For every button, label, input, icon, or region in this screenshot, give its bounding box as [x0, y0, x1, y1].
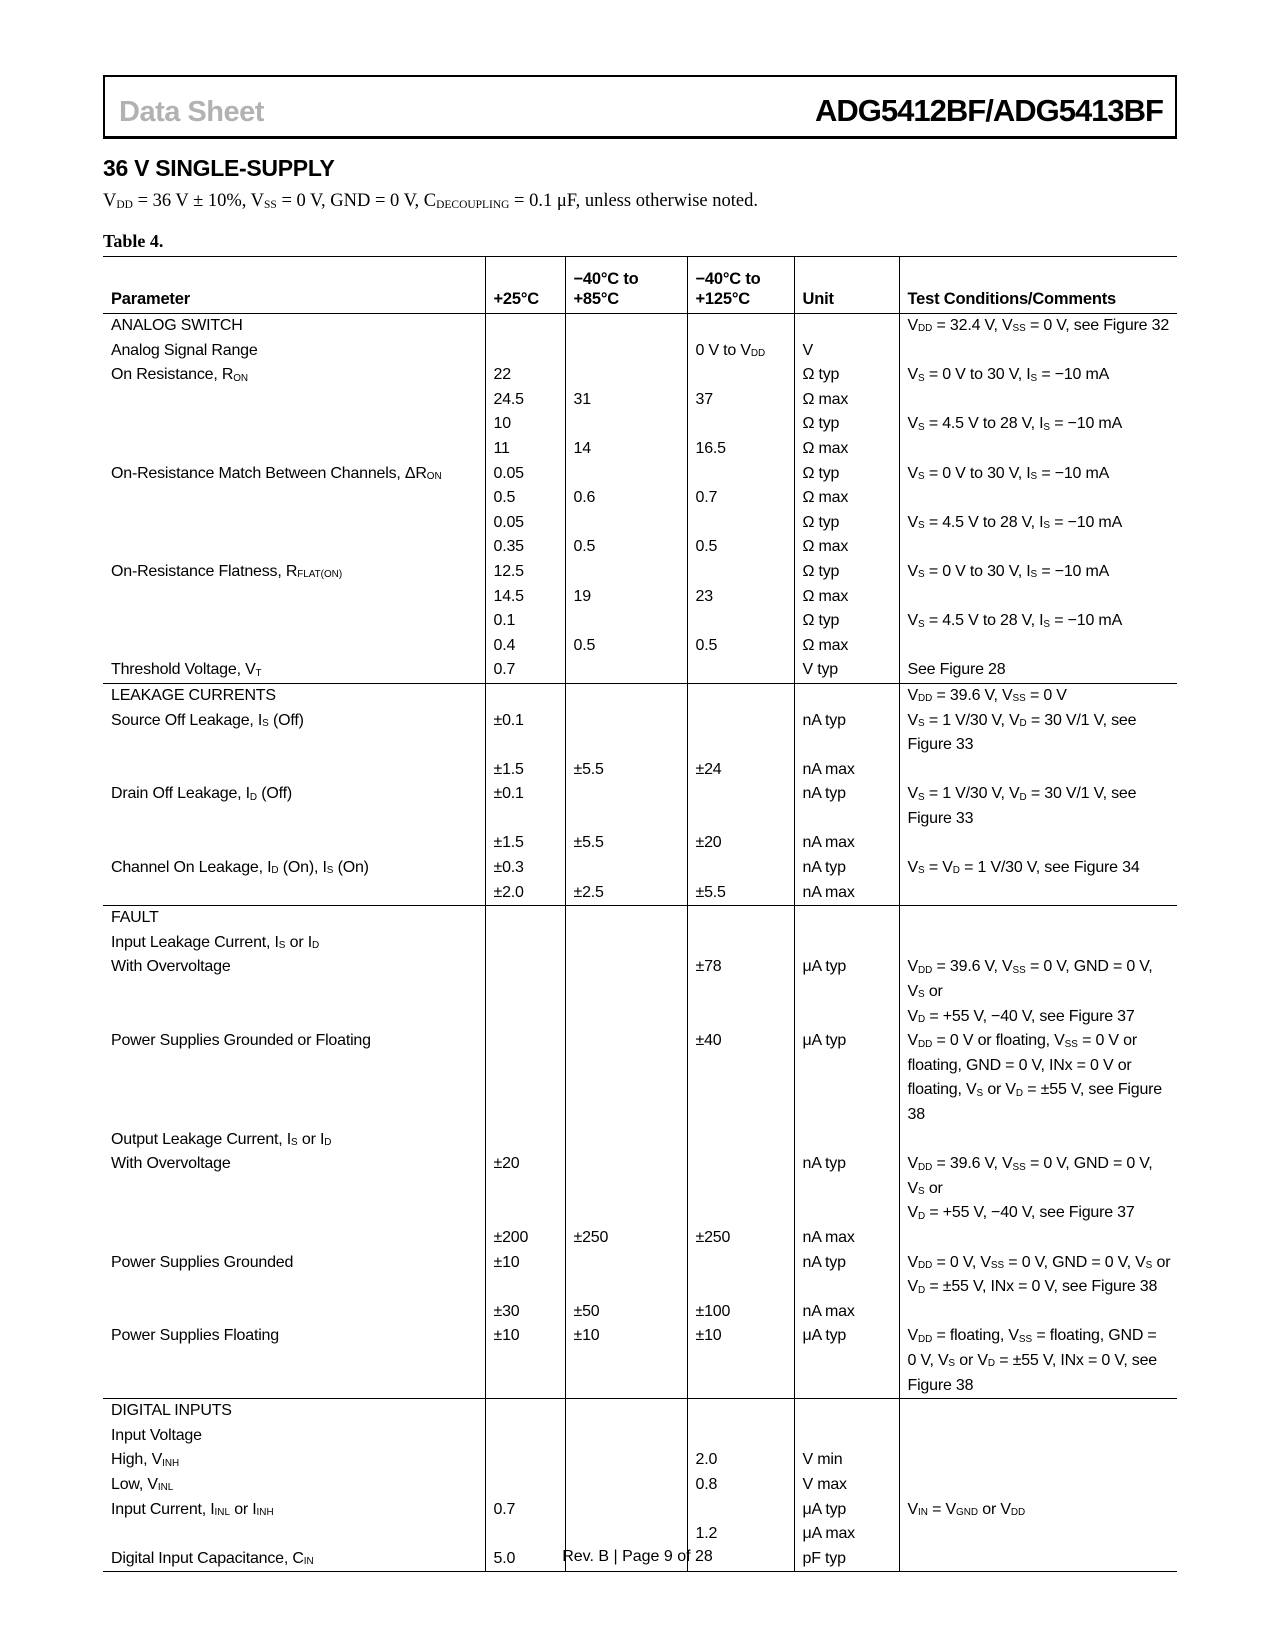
test-conditions-cell: [899, 486, 1177, 511]
param-cell: [103, 609, 485, 634]
value-25c-cell: 0.1: [485, 609, 565, 634]
value-125c-cell: 0.7: [687, 486, 794, 511]
unit-cell: [794, 314, 899, 339]
unit-cell: V: [794, 339, 899, 364]
test-conditions-cell: $V_S = 4.5$ V to 28 V, $I_S = -10$ mA: [899, 609, 1177, 634]
value-25c-cell: [485, 1399, 565, 1424]
test-conditions-cell: [899, 388, 1177, 413]
unit-cell: Ω max: [794, 585, 899, 610]
value-125c-cell: [687, 856, 794, 881]
param-cell: [103, 1226, 485, 1251]
table-row: [103, 856, 1177, 881]
table-row: [103, 658, 1177, 683]
test-conditions-cell: See Figure 28: [899, 658, 1177, 683]
param-cell: On-Resistance Flatness, $R_{FLAT(ON)}$: [111, 562, 343, 581]
param-cell: Source Off Leakage, $I_S$ (Off): [111, 711, 304, 729]
value-125c-cell: 0.5: [687, 634, 794, 659]
test-conditions-cell: $V_{DD} = 32.4$ V, $V_{SS} = 0$ V, see Figure 32: [899, 314, 1177, 339]
value-25c-cell: [485, 1128, 565, 1153]
unit-cell: nA typ: [794, 1251, 899, 1300]
test-conditions-cell: $V_{DD} = 0$ V or floating, $V_{SS} = 0$ V or floating, GND = 0 V, INx = 0 V or floating, $V_S$ or $V_D = \pm 55$ V, see Figure 38: [899, 1029, 1177, 1127]
unit-cell: Ω max: [794, 486, 899, 511]
page-header: [103, 75, 1177, 139]
param-cell: LEAKAGE CURRENTS: [103, 683, 485, 708]
test-conditions-cell: [899, 437, 1177, 462]
unit-cell: nA typ: [794, 709, 899, 758]
param-cell: Threshold Voltage, $V_T$: [111, 661, 262, 679]
value-25c-cell: [485, 314, 565, 339]
value-25c-cell: 0.05: [485, 511, 565, 536]
table-row: [103, 709, 1177, 758]
value-125c-cell: [687, 462, 794, 487]
unit-cell: Ω typ: [794, 462, 899, 487]
unit-cell: μA max: [794, 1522, 899, 1547]
table-row: [103, 314, 1177, 339]
unit-cell: Ω typ: [794, 609, 899, 634]
value-85c-cell: 31: [565, 388, 687, 413]
test-conditions-cell: [899, 1473, 1177, 1498]
test-conditions-cell: [899, 1226, 1177, 1251]
value-25c-cell: ±0.3: [485, 856, 565, 881]
doc-type-label: Data Sheet: [119, 96, 264, 128]
test-conditions-cell: $V_S = 1$ V/30 V, $V_D = 30$ V/1 V, see Figure 33: [899, 709, 1177, 758]
value-85c-cell: [565, 1128, 687, 1153]
value-125c-cell: 0 V to $V_{DD}$: [687, 339, 794, 364]
test-conditions-cell: [899, 1448, 1177, 1473]
param-cell: Channel On Leakage, $I_D$ (On), $I_S$ (On): [111, 859, 369, 877]
value-85c-cell: [565, 931, 687, 956]
unit-cell: [794, 906, 899, 931]
value-125c-cell: [687, 1251, 794, 1300]
unit-cell: μA typ: [794, 1498, 899, 1523]
value-25c-cell: 5.0: [485, 1547, 565, 1572]
value-125c-cell: [687, 314, 794, 339]
value-125c-cell: [687, 1152, 794, 1226]
unit-cell: nA typ: [794, 1152, 899, 1226]
value-25c-cell: ±0.1: [485, 709, 565, 758]
table-row: [103, 363, 1177, 388]
param-cell: With Overvoltage: [111, 1155, 231, 1173]
param-cell: [103, 437, 485, 462]
value-85c-cell: [565, 314, 687, 339]
value-125c-cell: [687, 658, 794, 683]
value-85c-cell: [565, 1473, 687, 1498]
unit-cell: Ω typ: [794, 412, 899, 437]
value-125c-cell: [687, 511, 794, 536]
table-row: [103, 1473, 1177, 1498]
table-row: [103, 758, 1177, 783]
value-85c-cell: [565, 1498, 687, 1523]
value-125c-cell: [687, 782, 794, 831]
value-85c-cell: ±10: [565, 1324, 687, 1398]
table-row: [103, 881, 1177, 906]
table-row: [103, 1448, 1177, 1473]
value-125c-cell: [687, 1128, 794, 1153]
param-cell: [103, 412, 485, 437]
table-row: [103, 634, 1177, 659]
test-conditions-cell: $V_{DD} = 0$ V, $V_{SS} = 0$ V, GND = 0 V, $V_S$ or $V_D = \pm 55$ V, INx = 0 V, see Figure 38: [899, 1251, 1177, 1300]
test-conditions-cell: $V_S = 4.5$ V to 28 V, $I_S = -10$ mA: [899, 511, 1177, 536]
value-125c-cell: [687, 1424, 794, 1449]
value-125c-cell: 2.0: [687, 1448, 794, 1473]
param-cell: Power Supplies Grounded: [111, 1253, 294, 1271]
test-conditions-cell: [899, 1128, 1177, 1153]
param-cell: Output Leakage Current, $I_S$ or $I_D$: [111, 1130, 332, 1148]
value-85c-cell: [565, 363, 687, 388]
value-125c-cell: ±10: [687, 1324, 794, 1398]
table-row: [103, 462, 1177, 487]
value-85c-cell: ±50: [565, 1300, 687, 1325]
value-85c-cell: [565, 1251, 687, 1300]
param-cell: ANALOG SWITCH: [103, 314, 485, 339]
column-header-c85: −40°C to +85°C: [565, 257, 687, 314]
value-125c-cell: [687, 683, 794, 708]
column-header-param: Parameter: [103, 257, 485, 314]
value-25c-cell: 22: [485, 363, 565, 388]
unit-cell: V max: [794, 1473, 899, 1498]
test-conditions-cell: [899, 1522, 1177, 1547]
table-row: [103, 931, 1177, 956]
column-header-test: Test Conditions/Comments: [899, 257, 1177, 314]
unit-cell: nA max: [794, 881, 899, 906]
value-85c-cell: [565, 658, 687, 683]
value-25c-cell: 0.35: [485, 535, 565, 560]
table-header-row: [103, 257, 1177, 314]
value-125c-cell: ±20: [687, 831, 794, 856]
param-cell: [103, 511, 485, 536]
value-25c-cell: 0.05: [485, 462, 565, 487]
table-row: [103, 831, 1177, 856]
test-conditions-cell: $V_S = V_D = 1$ V/30 V, see Figure 34: [899, 856, 1177, 881]
table-row: [103, 511, 1177, 536]
table-row: [103, 1424, 1177, 1449]
test-conditions-cell: [899, 535, 1177, 560]
unit-cell: nA typ: [794, 856, 899, 881]
unit-cell: Ω typ: [794, 511, 899, 536]
unit-cell: Ω max: [794, 388, 899, 413]
unit-cell: nA max: [794, 1226, 899, 1251]
value-125c-cell: 23: [687, 585, 794, 610]
value-85c-cell: [565, 1399, 687, 1424]
table-row: [103, 609, 1177, 634]
test-conditions-cell: $V_S = 0$ V to 30 V, $I_S = -10$ mA: [899, 560, 1177, 585]
test-conditions-cell: [899, 881, 1177, 906]
value-125c-cell: ±100: [687, 1300, 794, 1325]
value-25c-cell: ±30: [485, 1300, 565, 1325]
conditions-text: $V_{DD} = 36$ V ± 10%, $V_{SS} = 0$ V, GND = 0 V, $C_{DECOUPLING} = 0.1$ μF, unless otherwise noted.: [103, 191, 758, 211]
value-125c-cell: [687, 1399, 794, 1424]
table-row: [103, 1128, 1177, 1153]
value-85c-cell: ±2.5: [565, 881, 687, 906]
param-cell: FAULT: [103, 906, 485, 931]
value-85c-cell: [565, 1029, 687, 1127]
value-85c-cell: [565, 1448, 687, 1473]
param-cell: Power Supplies Grounded or Floating: [111, 1032, 371, 1050]
test-conditions-cell: [899, 1399, 1177, 1424]
value-85c-cell: [565, 709, 687, 758]
param-cell: [103, 486, 485, 511]
table-row: [103, 1324, 1177, 1398]
value-125c-cell: [687, 560, 794, 585]
table-row: [103, 585, 1177, 610]
test-conditions-cell: $V_S = 1$ V/30 V, $V_D = 30$ V/1 V, see Figure 33: [899, 782, 1177, 831]
test-conditions-cell: $V_{DD} = 39.6$ V, $V_{SS} = 0$ V, GND = 0 V, $V_S$ or $V_D = +55$ V, −40 V, see Figure 37: [899, 955, 1177, 1029]
test-conditions-cell: [899, 931, 1177, 956]
section-title: 36 V SINGLE-SUPPLY: [103, 155, 335, 181]
value-25c-cell: 0.7: [485, 658, 565, 683]
value-85c-cell: 14: [565, 437, 687, 462]
value-25c-cell: ±0.1: [485, 782, 565, 831]
unit-cell: [794, 683, 899, 708]
value-85c-cell: ±5.5: [565, 758, 687, 783]
param-cell: [103, 881, 485, 906]
value-85c-cell: [565, 560, 687, 585]
value-25c-cell: 24.5: [485, 388, 565, 413]
table-row: [103, 1300, 1177, 1325]
unit-cell: Ω max: [794, 535, 899, 560]
unit-cell: μA typ: [794, 1324, 899, 1398]
value-25c-cell: [485, 931, 565, 956]
unit-cell: nA max: [794, 758, 899, 783]
value-125c-cell: 0.5: [687, 535, 794, 560]
value-25c-cell: ±20: [485, 1152, 565, 1226]
value-85c-cell: 19: [565, 585, 687, 610]
value-85c-cell: 0.5: [565, 634, 687, 659]
table-row: [103, 683, 1177, 708]
param-cell: [103, 535, 485, 560]
value-125c-cell: ±40: [687, 1029, 794, 1127]
value-25c-cell: [485, 1448, 565, 1473]
unit-cell: μA typ: [794, 1029, 899, 1127]
table-row: [103, 1029, 1177, 1127]
param-cell: Input Current, $I_{INL}$ or $I_{INH}$: [111, 1500, 274, 1518]
value-85c-cell: [565, 782, 687, 831]
table-row: [103, 1399, 1177, 1424]
value-125c-cell: [687, 931, 794, 956]
value-25c-cell: [485, 339, 565, 364]
test-conditions-cell: [899, 1300, 1177, 1325]
value-85c-cell: [565, 1424, 687, 1449]
table-caption: Table 4.: [103, 231, 164, 251]
value-85c-cell: [565, 906, 687, 931]
test-conditions-cell: $V_S = 0$ V to 30 V, $I_S = -10$ mA: [899, 462, 1177, 487]
value-85c-cell: [565, 955, 687, 1029]
table-row: [103, 906, 1177, 931]
value-85c-cell: [565, 412, 687, 437]
test-conditions-cell: $V_{IN} = V_{GND}$ or $V_{DD}$: [899, 1498, 1177, 1523]
param-cell: Input Leakage Current, $I_S$ or $I_D$: [111, 933, 320, 952]
test-conditions-cell: $V_{DD} = 39.6$ V, $V_{SS} = 0$ V: [899, 683, 1177, 708]
unit-cell: [794, 1399, 899, 1424]
part-number: ADG5412BF/ADG5413BF: [815, 93, 1163, 128]
table-row: [103, 1251, 1177, 1300]
value-25c-cell: [485, 906, 565, 931]
value-25c-cell: ±1.5: [485, 831, 565, 856]
param-cell: [103, 1300, 485, 1325]
table-row: [103, 560, 1177, 585]
test-conditions-cell: $V_{DD}$ = floating, $V_{SS}$ = floating, GND = 0 V, $V_S$ or $V_D = \pm 55$ V, INx = 0 V, see Figure 38: [899, 1324, 1177, 1398]
spec-table-body: [103, 314, 1177, 1572]
value-125c-cell: ±250: [687, 1226, 794, 1251]
test-conditions-cell: [899, 585, 1177, 610]
column-header-c25: +25°C: [485, 257, 565, 314]
param-cell: Power Supplies Floating: [111, 1327, 279, 1345]
test-conditions-cell: [899, 906, 1177, 931]
value-125c-cell: [687, 363, 794, 388]
test-conditions-cell: [899, 339, 1177, 364]
unit-cell: pF typ: [794, 1547, 899, 1572]
page-footer: Rev. B | Page 9 of 28: [562, 1548, 713, 1565]
value-85c-cell: [565, 511, 687, 536]
value-25c-cell: 12.5: [485, 560, 565, 585]
value-125c-cell: ±5.5: [687, 881, 794, 906]
value-25c-cell: [485, 1424, 565, 1449]
value-125c-cell: [687, 709, 794, 758]
value-85c-cell: [565, 683, 687, 708]
unit-cell: V typ: [794, 658, 899, 683]
unit-cell: Ω typ: [794, 560, 899, 585]
param-cell: On Resistance, $R_{ON}$: [111, 366, 249, 384]
table-row: [103, 1226, 1177, 1251]
value-125c-cell: [687, 1498, 794, 1523]
value-25c-cell: [485, 683, 565, 708]
unit-cell: Ω max: [794, 437, 899, 462]
unit-cell: Ω max: [794, 634, 899, 659]
param-cell: High, $V_{INH}$: [111, 1451, 180, 1469]
table-row: [103, 1498, 1177, 1523]
unit-cell: Ω typ: [794, 363, 899, 388]
value-85c-cell: [565, 462, 687, 487]
unit-cell: nA max: [794, 1300, 899, 1325]
value-25c-cell: 11: [485, 437, 565, 462]
value-25c-cell: [485, 955, 565, 1029]
value-25c-cell: [485, 1522, 565, 1547]
value-125c-cell: ±78: [687, 955, 794, 1029]
value-125c-cell: 0.8: [687, 1473, 794, 1498]
spec-table: [103, 256, 1177, 1572]
param-cell: Analog Signal Range: [111, 341, 258, 359]
param-cell: [103, 1522, 485, 1547]
unit-cell: V min: [794, 1448, 899, 1473]
value-125c-cell: [687, 906, 794, 931]
value-85c-cell: ±5.5: [565, 831, 687, 856]
value-125c-cell: ±24: [687, 758, 794, 783]
table-row: [103, 339, 1177, 364]
param-cell: [103, 388, 485, 413]
table-row: [103, 412, 1177, 437]
value-25c-cell: ±10: [485, 1251, 565, 1300]
value-125c-cell: 37: [687, 388, 794, 413]
value-25c-cell: [485, 1473, 565, 1498]
table-row: [103, 1522, 1177, 1547]
test-conditions-cell: [899, 831, 1177, 856]
param-cell: [103, 758, 485, 783]
table-row: [103, 955, 1177, 1029]
value-25c-cell: 14.5: [485, 585, 565, 610]
param-cell: DIGITAL INPUTS: [103, 1399, 485, 1424]
value-125c-cell: [687, 609, 794, 634]
param-cell: On-Resistance Match Between Channels, $\Delta R_{ON}$: [111, 464, 442, 482]
value-25c-cell: 0.5: [485, 486, 565, 511]
param-cell: Drain Off Leakage, $I_D$ (Off): [111, 785, 293, 803]
value-25c-cell: [485, 1029, 565, 1127]
table-row: [103, 1152, 1177, 1226]
param-cell: [103, 585, 485, 610]
column-header-c125: −40°C to +125°C: [687, 257, 794, 314]
unit-cell: [794, 1424, 899, 1449]
param-cell: [103, 831, 485, 856]
value-85c-cell: [565, 1152, 687, 1226]
unit-cell: [794, 931, 899, 956]
test-conditions-cell: $V_S = 4.5$ V to 28 V, $I_S = -10$ mA: [899, 412, 1177, 437]
value-85c-cell: [565, 339, 687, 364]
value-25c-cell: 10: [485, 412, 565, 437]
table-row: [103, 782, 1177, 831]
value-125c-cell: 16.5: [687, 437, 794, 462]
unit-cell: μA typ: [794, 955, 899, 1029]
value-85c-cell: [565, 609, 687, 634]
value-85c-cell: [565, 1522, 687, 1547]
test-conditions-cell: [899, 634, 1177, 659]
table-row: [103, 486, 1177, 511]
value-25c-cell: ±10: [485, 1324, 565, 1398]
table-row: [103, 535, 1177, 560]
unit-cell: [794, 1128, 899, 1153]
value-25c-cell: ±2.0: [485, 881, 565, 906]
value-25c-cell: ±200: [485, 1226, 565, 1251]
value-125c-cell: 1.2: [687, 1522, 794, 1547]
unit-cell: nA typ: [794, 782, 899, 831]
test-conditions-cell: [899, 758, 1177, 783]
table-row: [103, 437, 1177, 462]
test-conditions-cell: [899, 1424, 1177, 1449]
value-85c-cell: 0.5: [565, 535, 687, 560]
value-25c-cell: 0.7: [485, 1498, 565, 1523]
unit-cell: nA max: [794, 831, 899, 856]
value-25c-cell: 0.4: [485, 634, 565, 659]
value-125c-cell: [687, 412, 794, 437]
value-25c-cell: ±1.5: [485, 758, 565, 783]
value-85c-cell: 0.6: [565, 486, 687, 511]
param-cell: Digital Input Capacitance, $C_{IN}$: [111, 1549, 314, 1568]
param-cell: Input Voltage: [111, 1426, 202, 1444]
param-cell: [103, 634, 485, 659]
param-cell: With Overvoltage: [111, 958, 231, 976]
param-cell: Low, $V_{INL}$: [111, 1475, 174, 1494]
value-85c-cell: ±250: [565, 1226, 687, 1251]
table-row: [103, 388, 1177, 413]
test-conditions-cell: $V_{DD} = 39.6$ V, $V_{SS} = 0$ V, GND = 0 V, $V_S$ or $V_D = +55$ V, −40 V, see Figure 37: [899, 1152, 1177, 1226]
column-header-unit: Unit: [794, 257, 899, 314]
test-conditions-cell: $V_S = 0$ V to 30 V, $I_S = -10$ mA: [899, 363, 1177, 388]
value-85c-cell: [565, 856, 687, 881]
